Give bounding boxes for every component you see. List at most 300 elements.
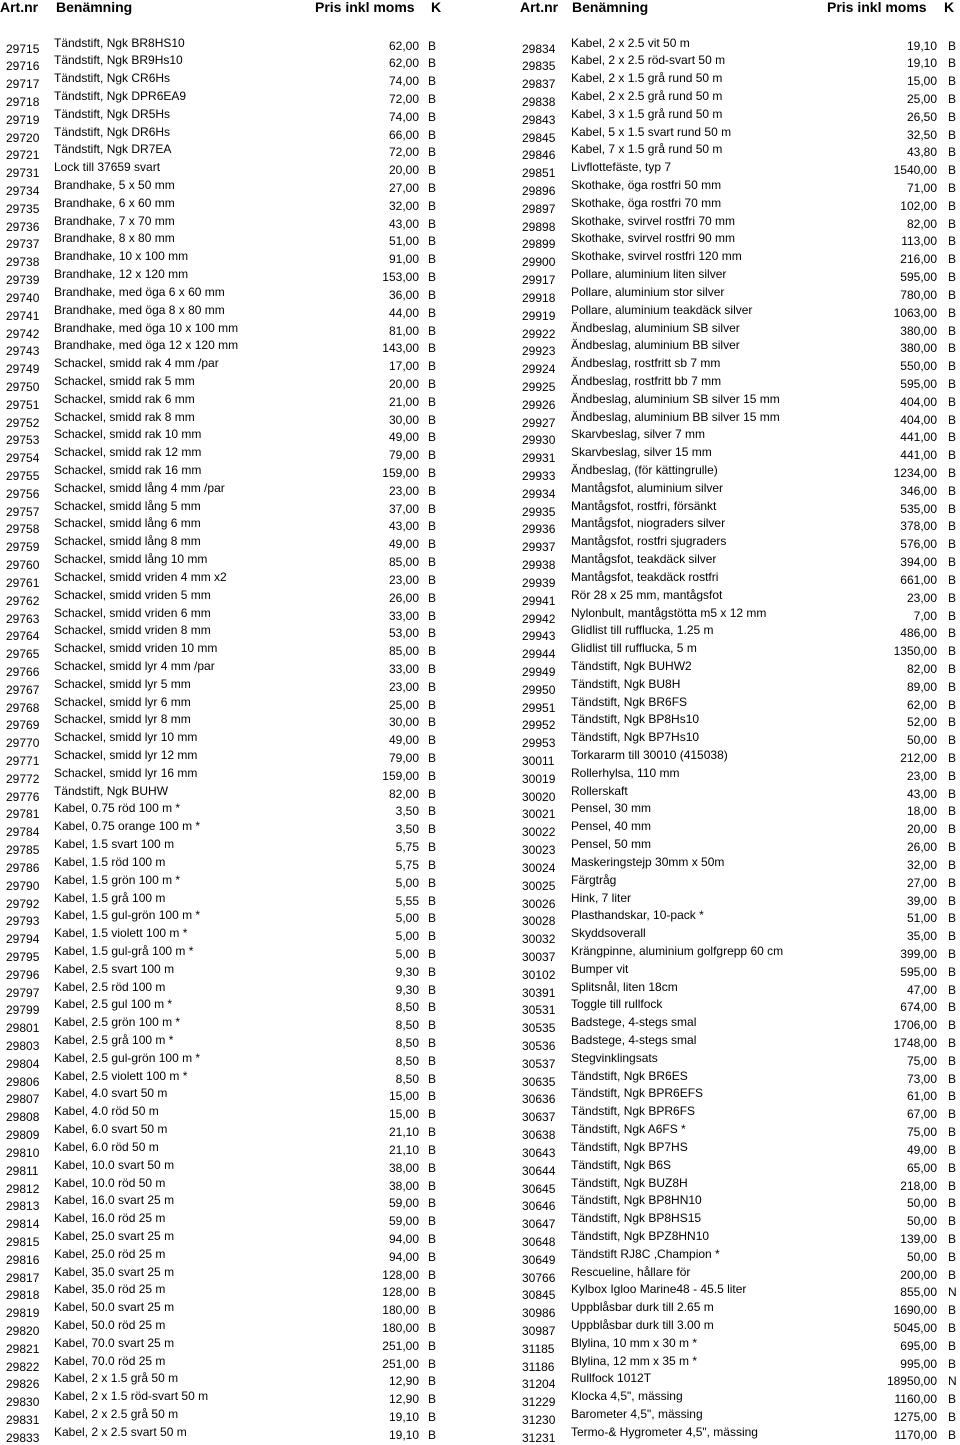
item-name: Schackel, smidd rak 10 mm <box>54 427 202 442</box>
table-row <box>0 1425 480 1443</box>
item-k-code: B <box>428 91 437 106</box>
table-row <box>520 427 960 448</box>
item-k-code: B <box>948 145 957 160</box>
table-row <box>520 552 960 573</box>
item-name: Badstege, 4-stegs smal <box>571 1015 697 1030</box>
table-row <box>0 855 480 873</box>
table-row <box>520 160 960 181</box>
item-price: 3,50 <box>395 822 419 837</box>
table-row <box>520 267 960 288</box>
item-name: Schackel, smidd lyr 8 mm <box>54 712 191 727</box>
item-k-code: B <box>428 56 437 71</box>
table-row <box>0 1193 480 1214</box>
item-price: 20,00 <box>388 376 419 391</box>
item-name: Schackel, smidd lång 4 mm /par <box>54 480 225 495</box>
table-row <box>520 944 960 962</box>
item-name: Kabel, 6.0 svart 50 m <box>54 1122 168 1137</box>
item-name: Klocka 4,5", mässing <box>571 1389 683 1404</box>
item-k-code: B <box>948 1000 957 1015</box>
table-row <box>0 1229 480 1247</box>
item-k-code: B <box>948 1018 957 1033</box>
item-price: 27,00 <box>906 875 937 890</box>
item-name: Schackel, smidd vriden 6 mm <box>54 605 211 620</box>
table-row <box>520 570 960 588</box>
table-row <box>520 1354 960 1372</box>
table-row <box>520 1425 960 1443</box>
item-k-code: B <box>948 590 957 605</box>
item-name: Ändbeslag, aluminium SB silver 15 mm <box>571 391 780 406</box>
article-number: 29741 <box>6 308 40 323</box>
table-row <box>520 1104 960 1125</box>
item-price: 26,50 <box>906 109 937 124</box>
item-name: Tändstift, Ngk BP8HS15 <box>571 1211 702 1226</box>
item-name: Skyddsoverall <box>571 926 646 941</box>
article-number: 29807 <box>6 1092 40 1107</box>
item-k-code: B <box>948 857 957 872</box>
item-price: 82,00 <box>906 216 937 231</box>
article-number: 29834 <box>522 41 556 56</box>
table-row <box>520 534 960 555</box>
table-row <box>520 623 960 644</box>
item-name: Tändstift, Ngk BR6FS <box>571 694 688 709</box>
item-k-code: B <box>428 74 437 89</box>
article-number: 29812 <box>6 1181 40 1196</box>
item-k-code: B <box>948 679 957 694</box>
article-number: 29755 <box>6 469 40 483</box>
item-price: 67,00 <box>906 1107 937 1122</box>
item-name: Tändstift, Ngk BUHW <box>54 783 169 798</box>
table-row <box>0 677 480 695</box>
item-price: 32,00 <box>388 198 419 213</box>
item-price: 38,00 <box>388 1160 419 1175</box>
article-number: 29814 <box>6 1217 40 1232</box>
item-k-code: B <box>428 644 437 659</box>
article-number: 29793 <box>6 914 40 929</box>
article-number: 30635 <box>522 1074 556 1089</box>
item-price: 5,00 <box>395 946 419 961</box>
item-price: 12,90 <box>388 1392 419 1407</box>
article-number: 30535 <box>522 1021 556 1036</box>
item-k-code: B <box>948 252 957 267</box>
table-row <box>520 142 960 163</box>
item-price: 73,00 <box>906 1071 937 1086</box>
item-price: 17,00 <box>388 359 419 374</box>
article-number: 29786 <box>6 860 40 875</box>
item-k-code: B <box>948 1196 957 1211</box>
item-name: Schackel, smidd lång 10 mm <box>54 552 208 567</box>
article-number: 30026 <box>522 896 556 911</box>
item-price: 200,00 <box>900 1267 937 1282</box>
item-name: Kabel, 3 x 1.5 grå rund 50 m <box>571 106 723 121</box>
table-row <box>0 801 480 822</box>
item-price: 216,00 <box>900 252 937 267</box>
table-row <box>0 71 480 92</box>
item-k-code: B <box>948 1231 957 1246</box>
item-name: Rullfock 1012T <box>571 1371 652 1386</box>
item-name: Tändstift, Ngk BP8Hs10 <box>571 712 700 727</box>
article-number: 31229 <box>522 1395 556 1410</box>
table-row <box>520 1086 960 1107</box>
item-name: Kabel, 35.0 svart 25 m <box>54 1264 175 1279</box>
article-number: 29768 <box>6 700 40 715</box>
item-name: Pensel, 30 mm <box>571 801 652 816</box>
item-name: Kabel, 2 x 2.5 svart 50 m <box>54 1424 187 1439</box>
item-name: Schackel, smidd rak 16 mm <box>54 463 202 477</box>
article-number: 29917 <box>522 273 556 288</box>
item-price: 661,00 <box>900 572 937 587</box>
item-k-code: B <box>948 1338 957 1353</box>
item-k-code: B <box>428 163 437 178</box>
item-price: 26,00 <box>906 840 937 855</box>
table-row <box>0 499 480 517</box>
article-number: 29754 <box>6 451 40 466</box>
item-price: 23,00 <box>388 679 419 694</box>
item-k-code: B <box>948 751 957 765</box>
item-price: 43,00 <box>388 216 419 231</box>
item-price: 19,10 <box>388 1410 419 1425</box>
article-number: 29818 <box>6 1288 40 1303</box>
item-price: 91,00 <box>388 252 419 267</box>
item-price: 43,80 <box>906 145 937 160</box>
item-price: 595,00 <box>900 376 937 391</box>
article-number: 29817 <box>6 1270 40 1285</box>
table-row <box>520 766 960 784</box>
item-k-code: B <box>428 555 437 570</box>
item-k-code: B <box>428 572 437 587</box>
article-number: 29764 <box>6 629 40 644</box>
item-price: 72,00 <box>388 145 419 160</box>
article-number: 30037 <box>522 949 556 964</box>
item-k-code: B <box>948 893 957 908</box>
item-k-code: B <box>948 56 957 71</box>
table-row <box>0 1015 480 1036</box>
table-row <box>520 819 960 840</box>
item-k-code: B <box>428 768 437 783</box>
item-name: Schackel, smidd rak 6 mm <box>54 391 195 406</box>
item-price: 251,00 <box>382 1338 419 1353</box>
table-row <box>520 338 960 359</box>
item-price: 780,00 <box>900 287 937 302</box>
item-name: Kabel, 70.0 svart 25 m <box>54 1335 175 1350</box>
table-row <box>520 481 960 499</box>
item-name: Schackel, smidd rak 4 mm /par <box>54 356 219 371</box>
article-number: 29804 <box>6 1056 40 1071</box>
item-name: Mantågsfot, niograders silver <box>571 516 726 531</box>
item-price: 74,00 <box>388 109 419 124</box>
item-k-code: B <box>948 483 957 498</box>
table-row <box>0 89 480 107</box>
table-row <box>520 53 960 74</box>
item-k-code: B <box>428 252 437 267</box>
table-row <box>0 712 480 733</box>
item-k-code: B <box>948 430 957 445</box>
item-k-code: B <box>428 911 437 926</box>
item-price: 33,00 <box>388 608 419 623</box>
table-row <box>520 1300 960 1321</box>
article-number: 29801 <box>6 1021 40 1036</box>
item-k-code: B <box>948 91 957 106</box>
item-price: 18950,00 <box>886 1374 937 1389</box>
article-number: 30648 <box>522 1234 556 1249</box>
table-row <box>0 1354 480 1372</box>
item-price: 43,00 <box>906 786 937 801</box>
item-k-code: B <box>428 946 437 961</box>
item-price: 25,00 <box>906 91 937 106</box>
item-name: Schackel, smidd lång 8 mm <box>54 534 201 549</box>
item-price: 12,90 <box>388 1374 419 1389</box>
table-row <box>520 249 960 270</box>
table-row <box>0 552 480 573</box>
table-row <box>520 392 960 410</box>
article-number: 30032 <box>522 932 556 947</box>
article-number: 29918 <box>522 290 556 305</box>
article-number: 30845 <box>522 1288 556 1303</box>
item-name: Kabel, 50.0 röd 25 m <box>54 1318 166 1332</box>
item-k-code: B <box>948 1089 957 1104</box>
item-price: 50,00 <box>906 733 937 748</box>
item-k-code: B <box>428 216 437 231</box>
item-name: Tändstift, Ngk B6S <box>571 1157 672 1172</box>
header-price: Pris inkl moms <box>315 0 415 15</box>
item-price: 32,00 <box>906 857 937 872</box>
item-k-code: B <box>428 982 437 997</box>
article-number: 29716 <box>6 59 40 74</box>
item-price: 159,00 <box>382 768 419 783</box>
item-k-code: B <box>428 1249 437 1264</box>
article-number: 31230 <box>522 1413 556 1428</box>
item-k-code: B <box>948 287 957 302</box>
item-name: Mantågsfot, aluminium silver <box>571 480 724 495</box>
item-price: 15,00 <box>388 1107 419 1122</box>
item-name: Maskeringstejp 30mm x 50m <box>571 854 725 869</box>
item-price: 113,00 <box>901 234 937 249</box>
item-k-code: B <box>428 145 437 160</box>
item-name: Toggle till rullfock <box>571 997 663 1012</box>
item-name: Kabel, 1.5 grön 100 m * <box>54 872 181 887</box>
table-row <box>0 356 480 377</box>
item-k-code: B <box>948 822 957 837</box>
item-k-code: B <box>948 1321 957 1335</box>
item-price: 32,50 <box>906 127 937 142</box>
item-name: Kabel, 4.0 svart 50 m <box>54 1086 168 1101</box>
item-price: 380,00 <box>900 323 937 338</box>
item-k-code: B <box>948 519 957 534</box>
item-price: 85,00 <box>388 644 419 659</box>
item-k-code: B <box>948 127 957 142</box>
article-number: 29835 <box>522 59 556 74</box>
item-k-code: B <box>428 661 437 676</box>
table-row <box>520 1069 960 1087</box>
item-k-code: B <box>948 1356 957 1371</box>
table-row <box>520 1371 960 1392</box>
table-row <box>0 748 480 766</box>
item-name: Kabel, 0.75 orange 100 m * <box>54 819 201 834</box>
table-row <box>520 997 960 1018</box>
item-price: 1160,00 <box>894 1392 937 1407</box>
item-k-code: B <box>948 181 957 195</box>
table-row <box>0 53 480 74</box>
item-name: Tändstift, Ngk DR5Hs <box>54 106 171 121</box>
item-name: Badstege, 4-stegs smal <box>571 1033 697 1047</box>
table-row <box>520 1336 960 1354</box>
item-k-code: N <box>948 1374 957 1389</box>
article-number: 30537 <box>522 1056 556 1071</box>
item-name: Schackel, smidd rak 12 mm <box>54 445 202 460</box>
table-row <box>0 534 480 555</box>
item-k-code: B <box>428 1267 437 1282</box>
item-k-code: B <box>948 466 957 480</box>
article-number: 29821 <box>6 1341 40 1356</box>
item-price: 20,00 <box>906 822 937 837</box>
item-k-code: B <box>948 376 957 391</box>
item-k-code: B <box>428 929 437 944</box>
item-name: Pensel, 50 mm <box>571 837 652 852</box>
header-name: Benämning <box>572 0 649 15</box>
table-row <box>520 214 960 232</box>
table-row <box>0 1389 480 1410</box>
item-k-code: B <box>428 483 437 498</box>
item-price: 5,00 <box>395 875 419 890</box>
table-row <box>0 766 480 784</box>
item-k-code: B <box>428 1321 437 1335</box>
table-row <box>520 321 960 339</box>
item-k-code: B <box>428 1427 437 1442</box>
item-price: 5,00 <box>395 929 419 944</box>
article-number: 29761 <box>6 575 40 590</box>
item-price: 49,00 <box>906 1142 937 1157</box>
item-name: Rescueline, hållare för <box>571 1264 691 1279</box>
item-price: 1748,00 <box>893 1036 937 1050</box>
article-number: 29797 <box>6 985 40 1000</box>
item-name: Skarvbeslag, silver 7 mm <box>571 427 706 442</box>
article-number: 29943 <box>522 629 556 644</box>
table-row <box>0 659 480 677</box>
item-k-code: B <box>428 590 437 605</box>
article-number: 30531 <box>522 1003 556 1018</box>
item-k-code: B <box>948 1142 957 1157</box>
item-k-code: B <box>428 1142 437 1157</box>
article-number: 29830 <box>6 1395 40 1410</box>
table-row <box>520 1407 960 1428</box>
item-k-code: B <box>948 1036 957 1050</box>
item-name: Kabel, 35.0 röd 25 m <box>54 1282 166 1297</box>
table-row <box>0 1086 480 1107</box>
item-k-code: B <box>428 430 437 445</box>
table-row <box>520 1389 960 1410</box>
table-row <box>520 677 960 695</box>
article-number: 29769 <box>6 718 40 733</box>
table-row <box>520 588 960 606</box>
item-k-code: B <box>948 626 957 641</box>
table-row <box>0 427 480 448</box>
table-row <box>520 1247 960 1265</box>
table-row <box>520 285 960 303</box>
item-name: Kabel, 2 x 1.5 grå rund 50 m <box>571 71 723 86</box>
article-number: 29938 <box>522 558 556 573</box>
item-price: 44,00 <box>388 305 419 320</box>
item-price: 143,00 <box>382 341 419 356</box>
item-k-code: B <box>948 875 957 890</box>
article-number: 29815 <box>6 1234 40 1249</box>
item-price: 441,00 <box>900 430 937 445</box>
item-k-code: B <box>428 1196 437 1211</box>
article-number: 30986 <box>522 1306 556 1321</box>
item-name: Kabel, 2 x 2.5 grå rund 50 m <box>571 88 723 103</box>
table-row <box>0 178 480 196</box>
table-row <box>0 1158 480 1176</box>
item-name: Brandhake, 6 x 60 mm <box>54 195 175 210</box>
item-price: 82,00 <box>388 786 419 801</box>
table-row <box>520 1051 960 1069</box>
item-name: Mantågsfot, teakdäck rostfri <box>571 569 719 584</box>
item-name: Skothake, svirvel rostfri 70 mm <box>571 213 736 228</box>
article-number: 29799 <box>6 1003 40 1018</box>
item-name: Ändbeslag, aluminium BB silver <box>571 338 740 353</box>
item-k-code: B <box>428 1214 437 1229</box>
item-name: Schackel, smidd rak 8 mm <box>54 409 195 424</box>
item-price: 47,00 <box>906 982 937 997</box>
item-price: 59,00 <box>388 1196 419 1211</box>
item-price: 19,10 <box>906 38 937 53</box>
table-row <box>0 962 480 980</box>
article-number: 29743 <box>6 344 40 359</box>
article-number: 29792 <box>6 896 40 911</box>
item-k-code: B <box>428 287 437 302</box>
item-k-code: B <box>948 1267 957 1282</box>
article-number: 30021 <box>522 807 556 822</box>
item-k-code: B <box>948 1410 957 1425</box>
article-number: 29949 <box>522 664 556 679</box>
item-price: 9,30 <box>395 982 419 997</box>
item-name: Kabel, 2.5 gul 100 m * <box>54 997 173 1012</box>
table-row <box>520 606 960 624</box>
item-price: 486,00 <box>900 626 937 641</box>
item-price: 52,00 <box>906 715 937 730</box>
table-row <box>0 338 480 359</box>
article-number: 29762 <box>6 593 40 608</box>
item-k-code: B <box>428 1178 437 1193</box>
article-number: 30024 <box>522 860 556 875</box>
item-k-code: B <box>948 234 957 249</box>
item-k-code: B <box>948 715 957 730</box>
item-name: Tändstift, Ngk BR6ES <box>571 1068 688 1083</box>
table-row <box>0 570 480 588</box>
article-number: 29739 <box>6 273 40 288</box>
item-k-code: B <box>948 305 957 320</box>
item-k-code: B <box>948 448 957 463</box>
article-number: 29931 <box>522 451 556 466</box>
item-price: 59,00 <box>388 1214 419 1229</box>
item-k-code: B <box>428 679 437 694</box>
article-number: 29720 <box>6 130 40 145</box>
item-name: Brandhake, med öga 8 x 80 mm <box>54 302 225 317</box>
article-number: 30647 <box>522 1217 556 1232</box>
item-price: 15,00 <box>906 74 937 89</box>
article-number: 29899 <box>522 237 556 252</box>
item-k-code: B <box>428 1303 437 1318</box>
item-name: Blylina, 12 mm x 35 m * <box>571 1353 698 1368</box>
table-row <box>520 926 960 947</box>
table-row <box>0 1104 480 1125</box>
item-k-code: B <box>948 840 957 855</box>
item-name: Mantågsfot, rostfri sjugraders <box>571 534 727 549</box>
item-k-code: B <box>948 982 957 997</box>
article-number: 29816 <box>6 1252 40 1267</box>
item-name: Mantågsfot, teakdäck silver <box>571 552 717 567</box>
item-k-code: B <box>428 1374 437 1389</box>
item-k-code: B <box>948 1427 957 1442</box>
item-name: Kabel, 1.5 gul-grå 100 m * <box>54 943 194 958</box>
